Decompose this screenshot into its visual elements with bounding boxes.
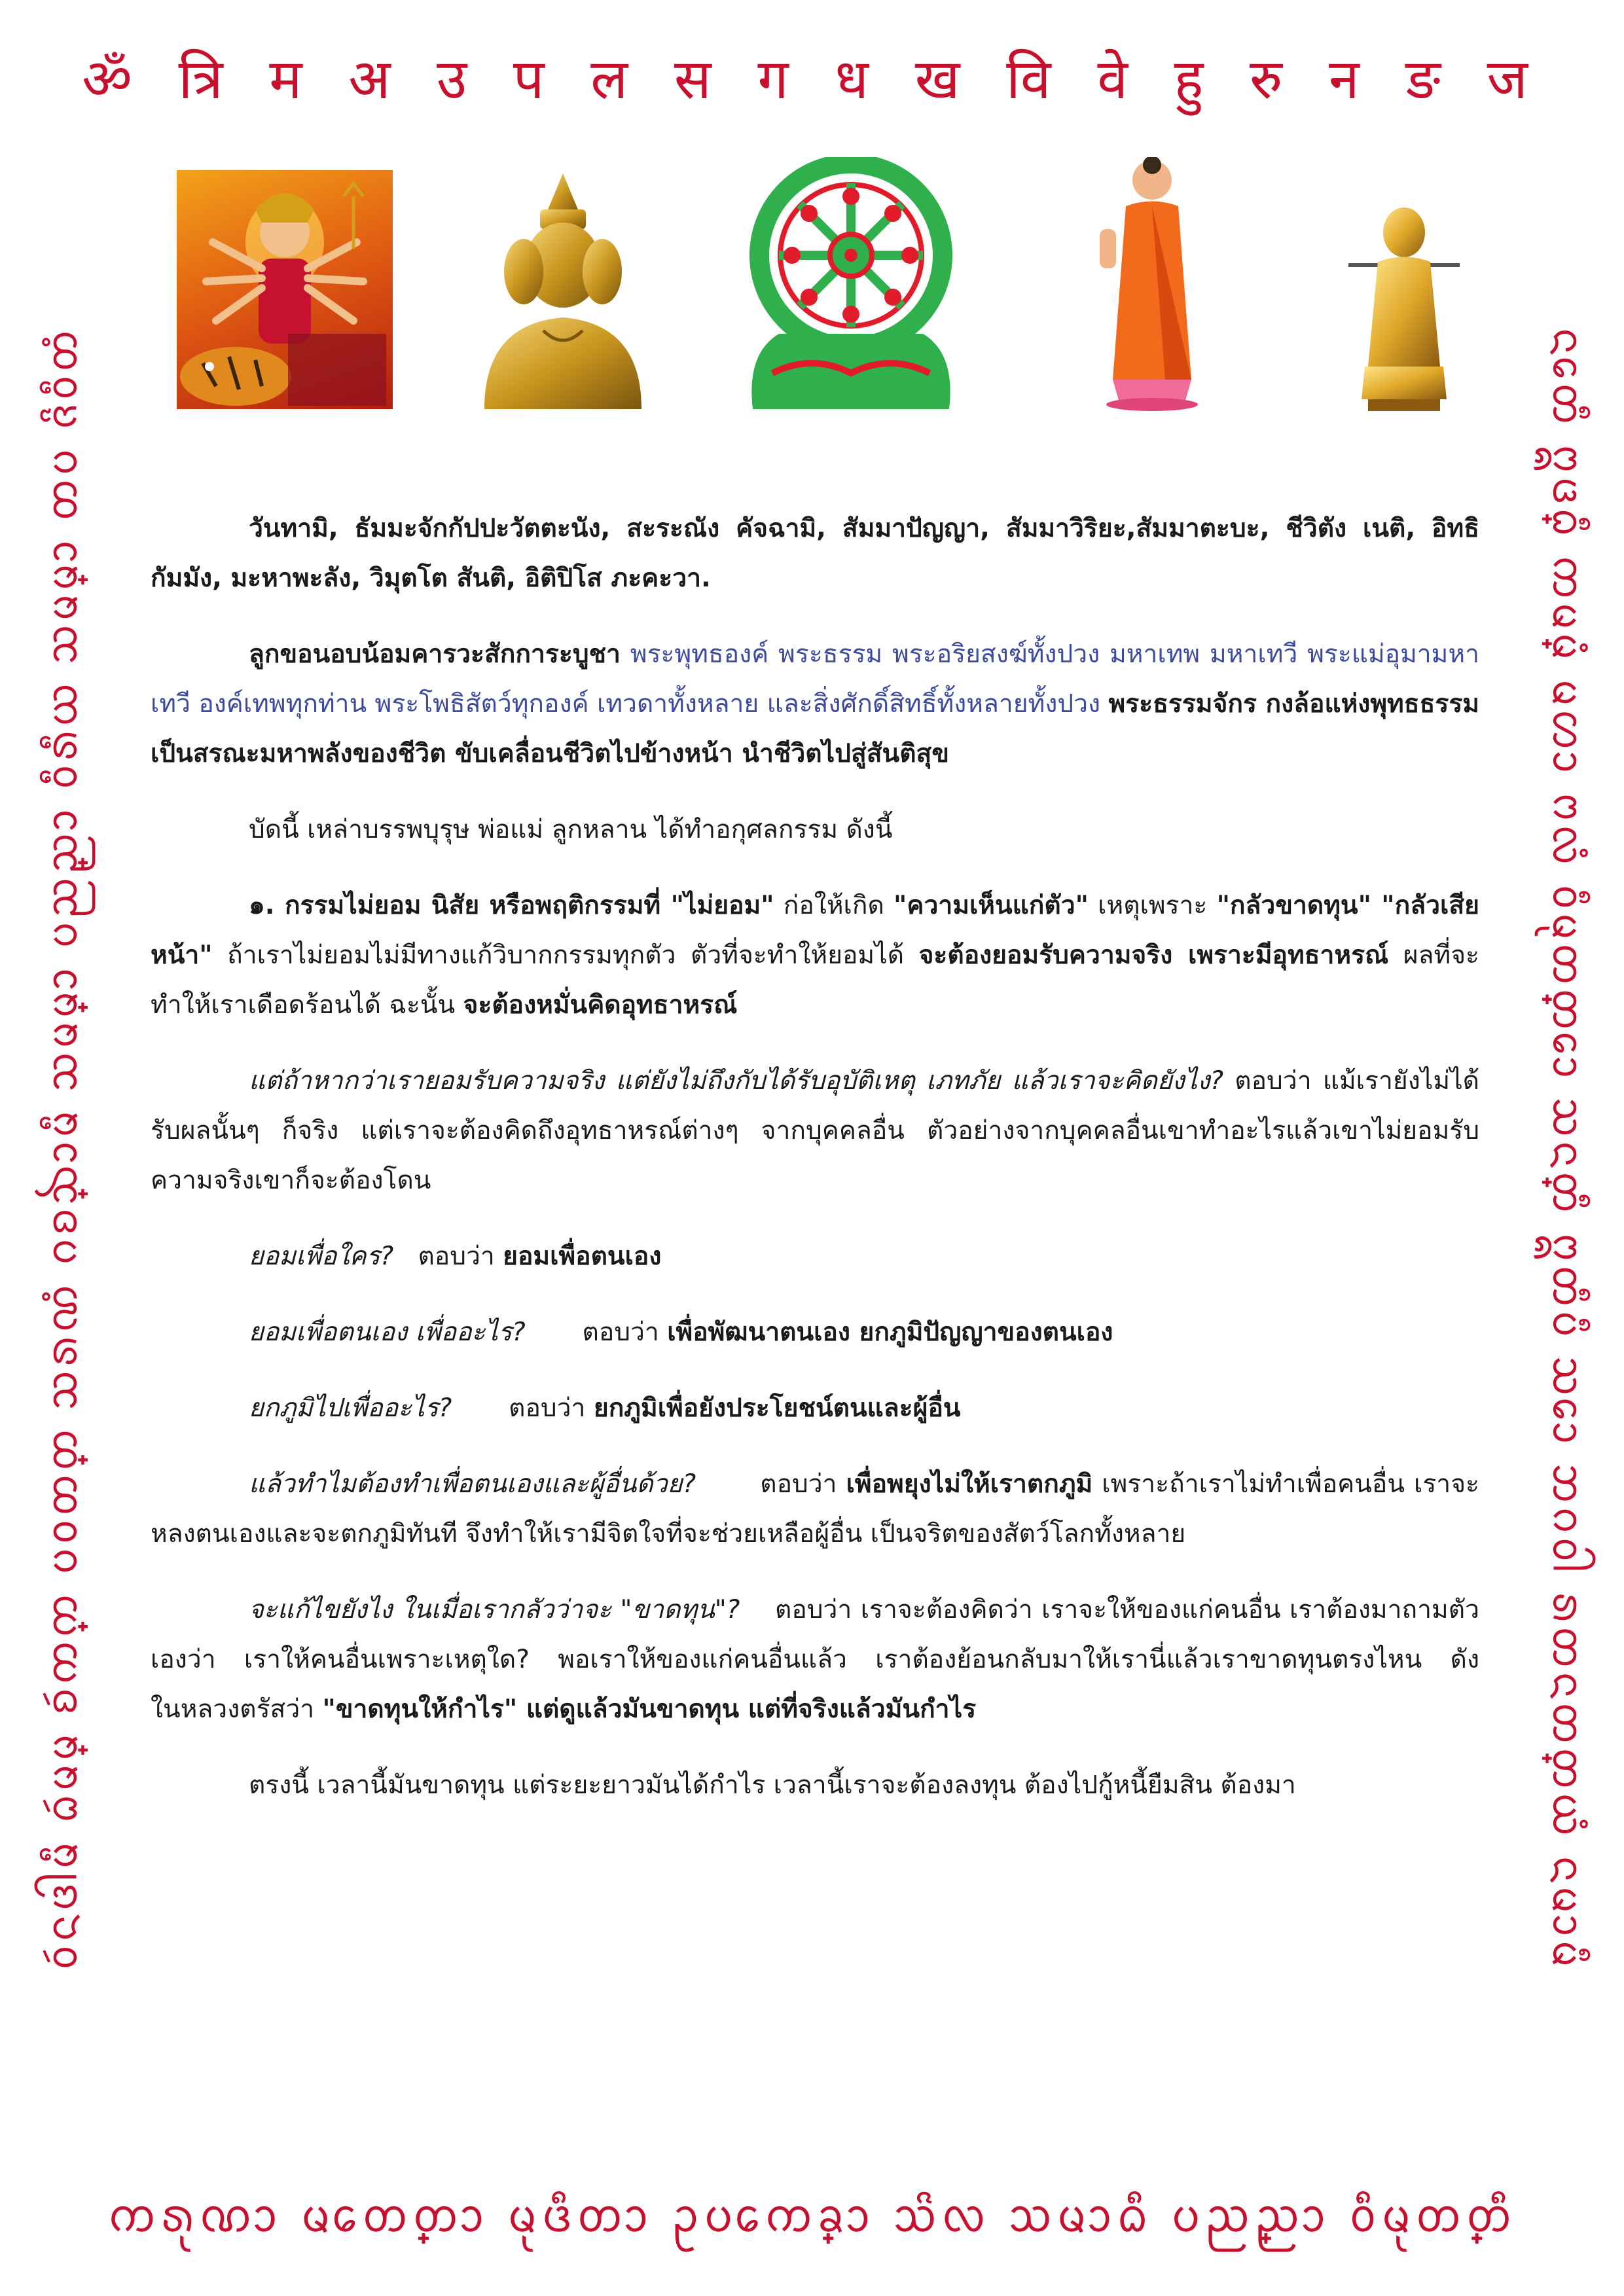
answer-label: ตอบว่า	[760, 1469, 837, 1499]
homage-lead: ลูกขอนอบน้อมคารวะสักการะบูชา	[249, 639, 621, 669]
homage-deities: พระพุทธองค์ พระธรรม พระอริยสงฆ์ทั้งปวง มหาเทพ มหาเทวี พระแม่อุมามหาเทวี องค์เทพทุกท่าน พระโพธิสัตว์ทุกองค์ เทวดาทั้งหลาย และสิ่งศักดิ์สิทธิ์ทั้งหลายทั้งปวง	[151, 639, 1479, 719]
answer-label: ตอบว่า	[418, 1242, 495, 1271]
answer-text: เพราะถ้าเราไม่ทำเพื่อคนอื่น เราจะหลงตนเองและจะตกภูมิทันที จึงทำให้เรามีจิตใจที่จะช่วยเหลือผู้อื่น เป็นจริตของสัตว์โลกทั้งหลาย	[151, 1469, 1479, 1549]
border-left-mantra: ᩅᩢᨶᨴᩤᨾᩥ ᨵᩢᨾ᩠ᨾ ᨧᩢᨠ᩠ᨠ ᨷᩅᨲ᩠ᨲ ᩈᩁᨱᩴ ᨣᨧ᩠ᨨᩣᨾᩥ ᩈᨾ᩠ᨾᩣ ᨷᨬ᩠ᨬᩣ ᩅᩥᩁᩥᨿ ᩈᨾ᩠ᨾᩣ ᨲᨷ ᨩᩦᩅᩥᨲᩴ	[38, 327, 87, 1971]
homage-dharma-wheel: พระธรรมจักร กงล้อแห่งพุทธธรรม เป็นสรณะมหาพลังของชีวิต ขับเคลื่อนชีวิตไปข้างหน้า นำชีวิตไปสู่สันติสุข	[151, 689, 1479, 768]
qa-raise-level	[151, 1384, 1479, 1433]
karma-accept-truth: จะต้องยอมรับความจริง เพราะมีอุทธาหรณ์	[918, 941, 1389, 970]
answer: ยอมเพื่อตนเอง	[503, 1242, 662, 1271]
answer-label: ตอบว่า	[509, 1393, 586, 1423]
answer-text: ตอบว่า แม้เรายังไม่ได้รับผลนั้นๆ ก็จริง แต่เราจะต้องคิดถึงอุทธาหรณ์ต่างๆ จากบุคคลอื่น ตัวอย่างจากบุคคลอื่นเขาทำอะไรแล้วเขาไม่ยอมรับความจริงเขาก็จะต้องโดน	[151, 1066, 1480, 1195]
standing-buddha-image	[1087, 157, 1218, 412]
homage-paragraph	[151, 630, 1479, 779]
dharma-wheel-image	[733, 157, 969, 409]
answer-text: ตอบว่า เราจะต้องคิดว่า เราจะให้ของแก่คนอื่น เราต้องมาถามตัวเองว่า เราให้คนอื่นเพราะเหตุใด? พอเราให้ของแก่คนอื่นแล้ว เราต้องย้อนกลับมาให้เรานี่แล้วเราขาดทุนตรงไหน ดังในหลวงตรัสว่า	[151, 1595, 1479, 1724]
answer: ยกภูมิเพื่อยังประโยชน์ตนและผู้อื่น	[593, 1393, 961, 1423]
question: ยกภูมิไปเพื่ออะไร?	[249, 1393, 452, 1423]
question: จะแก้ไขยังไง ในเมื่อเรากลัวว่าจะ "ขาดทุน"?	[249, 1595, 740, 1624]
karma-fears: "กลัวขาดทุน" "กลัวเสียหน้า"	[151, 891, 1480, 970]
king-quote: "ขาดทุนให้กำไร" แต่ดูแล้วมันขาดทุน แต่ที่จริงแล้วมันกำไร	[322, 1695, 977, 1724]
qa-for-others	[151, 1460, 1479, 1559]
border-right-mantra: ᨶᩮᨲᩥ ᩍᨴ᩠ᨵᩥ ᨠᨾ᩠ᨾᩴ ᨾᩉᩣ ᨻᩃᩴ ᩅᩥᨾᩩᨲ᩠ᨲᩮᩣ ᩈᨶ᩠ᨲᩥ ᩍᨲᩥᨷᩥ ᩈᩮᩣ ᨽᨣᩅᩤ ᩁᨲᨶᨲ᩠ᨲᨿᩴ ᨶᨾᩣᨾᩥ	[1543, 327, 1592, 1971]
qa-yield-for-whom	[151, 1232, 1479, 1282]
answer-label: ตอบว่า	[582, 1318, 659, 1347]
qa-fear-of-loss	[151, 1585, 1479, 1734]
border-bottom-mantra: ᨠᩁᩩᨱᩣ ᨾᩮᨲ᩠ᨲᩣ ᨾᩩᨴᩥᨲᩣ ᩏᨷᩮᨠ᩠ᨡᩣ ᩈᩦᩃ ᩈᨾᩣᨵᩥ ᨷᨬ᩠ᨬᩣ ᩅᩥᨾᩩᨲ᩠ᨲᩥ	[107, 2189, 1517, 2242]
karma-text-1: ก่อให้เกิด	[774, 891, 894, 920]
answer: เพื่อพยุงไม่ให้เราตกภูมิ	[846, 1469, 1093, 1499]
qa-yield-why	[151, 1308, 1479, 1357]
answer: เพื่อพัฒนาตนเอง ยกภูมิปัญญาของตนเอง	[667, 1318, 1113, 1347]
karma-reflect: จะต้องหมั่นคิดอุทธาหรณ์	[463, 990, 738, 1020]
intro-paragraph: บัดนี้ เหล่าบรรพบุรุษ พ่อแม่ ลูกหลาน ได้ทำอกุศลกรรม ดังนี้	[249, 815, 893, 844]
closing-paragraph: ตรงนี้ เวลานี้มันขาดทุน แต่ระยะยาวมันได้กำไร เวลานี้เราจะต้องลงทุน ต้องไปกู้หนี้ยืมสิน ต้องมา	[249, 1770, 1296, 1800]
main-content	[151, 504, 1479, 1837]
question: ยอมเพื่อตนเอง เพื่ออะไร?	[249, 1318, 526, 1347]
chant-paragraph: วันทามิ, ธัมมะจักกัปปะวัตตะนัง, สะระณัง คัจฉามิ, สัมมาปัญญา, สัมมาวิริยะ,สัมมาตะบะ, ชีวิตัง เนติ, อิทธิ กัมมัง, มะหาพะลัง, วิมุตโต สันติ, อิติปิโส ภะคะวา.	[151, 514, 1479, 593]
karma-selfish: "ความเห็นแก่ตัว"	[893, 891, 1089, 920]
karma-text-4: ผลที่จะทำให้เราเดือดร้อนได้ ฉะนั้น	[151, 941, 1479, 1020]
brahma-statue-image	[458, 173, 668, 409]
question-text: แต่ถ้าหากว่าเรายอมรับความจริง แต่ยังไม่ถึงกับได้รับอุบัติเหตุ เภทภัย แล้วเราจะคิดยังไง?	[249, 1066, 1224, 1096]
durga-image	[177, 170, 393, 409]
karma-text-2: เหตุเพราะ	[1088, 891, 1217, 920]
border-top-mantra: ॐ त्रि म अ उ प ल स ग ध ख वि वे हु रु न ङ ज	[82, 47, 1542, 111]
question: แล้วทำไมต้องทำเพื่อตนเองและผู้อื่นด้วย?	[249, 1469, 696, 1499]
karma-title: ๑. กรรมไม่ยอม นิสัย หรือพฤติกรรมที่ "ไม่ยอม"	[249, 891, 774, 920]
image-row	[0, 157, 1624, 419]
question: ยอมเพื่อใคร?	[249, 1242, 394, 1271]
kneeling-monk-statue-image	[1348, 203, 1460, 412]
karma-item-1	[151, 881, 1479, 1030]
karma-text-3: ถ้าเราไม่ยอมไม่มีทางแก้วิบากกรรมทุกตัว ตัวที่จะทำให้ยอมได้	[212, 941, 919, 970]
question-paragraph-1	[151, 1056, 1479, 1206]
